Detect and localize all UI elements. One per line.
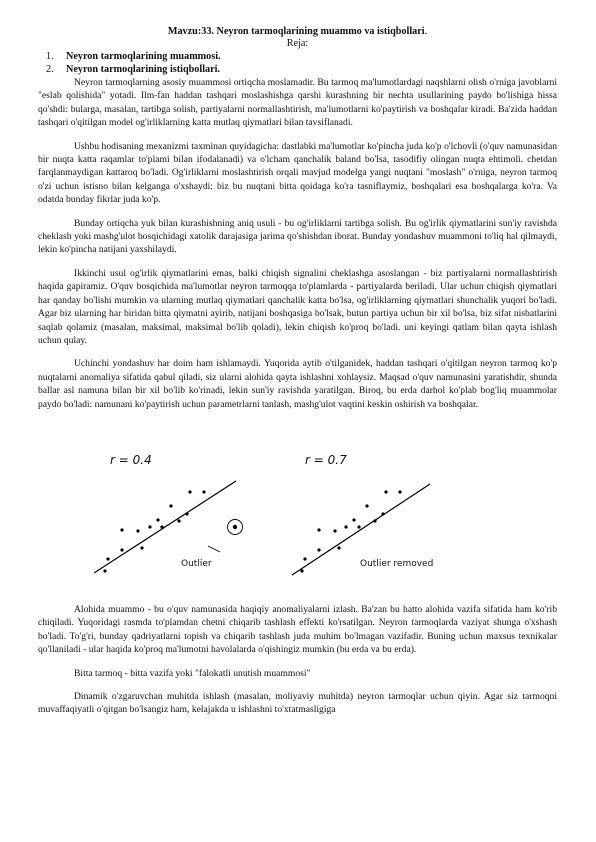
data-point (381, 512, 384, 515)
right-panel (292, 453, 433, 575)
data-point (120, 528, 123, 531)
title-text: Mavzu:33. Neyron tarmoqlarining muammo va istiqbollari (167, 26, 425, 37)
data-point (160, 525, 163, 528)
data-point (317, 548, 320, 551)
data-point (384, 490, 387, 493)
body-paragraph: Ikkinchi usul og'irlik qiymatlarini emas, balki chiqish signalini cheklashga asoslangan - biz partiyalarni normallashtirish haqida gapiramiz. O'quv bosqichida ma'lumotlar neyron tarmoqqa to'plamlarda - partiyalarda beriladi. Ular uchun chiqish qiymatlari har qanday bo'lishi mumkin va ularning mutlaq qiymatlari qanchalik katta bo'lsa, og'irliklarning qiymatlari shunchalik yuqori bo'ladi. Agar biz ularning har biridan bitta qiymatni ayirib, natijani boshqasiga bo'lsak, butun partiya uchun bir xil bo'lsa, biz sifat nisbatlarini saqlab qolamiz (masalan, maksimal, maksimal bo'lib qoladi), lekin chiqish ko'proq bo'ladi. uni keyingi qatlam bilan qayta ishlash uchun qulay. (38, 267, 557, 346)
data-point (140, 546, 143, 549)
data-point (202, 490, 205, 493)
document-page (38, 26, 557, 727)
plan-item-text: Neyron tarmoqlarining istiqbollari. (66, 63, 221, 75)
data-point (333, 529, 336, 532)
plan-heading: Reja: (286, 38, 309, 49)
data-point (136, 529, 139, 532)
outlier-removed-label: Outlier removed (360, 558, 434, 569)
plan-list (38, 51, 557, 76)
data-point (300, 569, 303, 572)
title-period: . (424, 26, 428, 37)
document-title (38, 26, 557, 38)
data-point (188, 490, 191, 493)
left-panel-label: r = 0.4 (110, 452, 152, 467)
data-point (337, 546, 340, 549)
data-point (344, 525, 347, 528)
body-paragraph: Dinamik o'zgaruvchan muhitda ishlash (masalan, moliyaviy muhitda) neyron tarmoqlar uchun qiyin. Agar siz tarmoqni muvaffaqiyatli o'qitgan bo'lsangiz ham, kelajakda u ishlashni to'xtatmasligiga (38, 690, 557, 716)
data-point (185, 512, 188, 515)
right-panel-label: r = 0.7 (305, 452, 347, 467)
data-point (106, 557, 109, 560)
data-point (103, 569, 106, 572)
outlier-pointer (208, 546, 220, 552)
data-point (148, 525, 151, 528)
body-paragraph: Uchinchi yondashuv har doim ham ishlamaydi. Yuqorida aytib o'tilganidek, haddan tashqari o'qitilgan neyron tarmoq ko'p nuqtalarni anomaliya sifatida qabul qiladi, siz ularni alohida qayta ishlashni xohlaysiz. Maqsad o'quv namunasini yaratishdir, shunda ballar asl namuna bilan bir xil bo'lib ko'rinadi, lekin sun'iy ravishda yaratilgan. Biroq, bu erda darhol ko'plab bog'liq muammolar paydo bo'ladi: namunani ko'paytirish uchun parametrlarni tanlash, mashg'ulot vaqtini keskin oshirish va boshqalar. (38, 358, 557, 410)
left-panel (94, 453, 243, 573)
data-point (398, 490, 401, 493)
data-point (177, 519, 180, 522)
scatter-illustration (80, 421, 510, 597)
plan-item-number: 1. (46, 51, 54, 62)
outlier-figure (38, 421, 557, 597)
left-regression-line (94, 481, 236, 573)
plan-item-text: Neyron tarmoqlarining muammosi. (66, 51, 221, 62)
body-paragraph: Bunday ortiqcha yuk bilan kurashishning aniq usuli - bu og'irliklarni tartibga solish. Bu og'irlik qiymatlarini sun'iy ravishda cheklash yoki mashg'ulot bosqichidagi xatolik darajasiga jarima qo'shishdan iborat. Bunday yondashuv muammoni to'liq hal qilmaydi, lekin ko'pincha natijani yaxshilaydi. (38, 217, 557, 256)
body-paragraph: Neyron tarmoqlarning asosiy muammosi ortiqcha moslamadir. Bu tarmoq ma'lumotlardagi naqshlarni olish o'rniga javoblarni "eslab qolishida" yotadi. Ilm-fan haddan tashqari moslashishga qarshi kurashning bir nechta usullarining paydo bo'lishiga hissa qo'shdi: bularga, masalan, tartibga solish, partiyalarni normallashtirish, ma'lumotlarni ko'paytirish va boshqalar kiradi. Ba'zida haddan tashqari o'qitilgan model og'irliklarning katta mutlaq qiymatlari bilan tavsiflanadi. (38, 77, 557, 129)
outlier-label: Outlier (181, 558, 212, 569)
data-point (169, 504, 172, 507)
section-line: Bitta tarmoq - bitta vazifa yoki "falokatli unutish muammosi" (74, 667, 311, 679)
data-point (357, 525, 360, 528)
plan-item (38, 64, 557, 77)
data-point (156, 518, 159, 521)
body-paragraph: Alohida muammo - bu o'quv namunasida haqiqiy anomaliyalarni izlash. Ba'zan bu hatto alohida vazifa sifatida ham ko'rib chiqiladi. Yuqoridagi rasmda to'plamdan chetni chiqarib tashlash effekti ko'rsatilgan. Neyron tarmoqlarda vaziyat shunga o'xshash bo'ladi. To'g'ri, bunday qadriyatlarni topish va chiqarib tashlash juda muhim bo'lmagan vazifadir. Buning uchun maxsus texnikalar qo'llaniladi - ular haqida ko'proq ma'lumotni havolalarda o'qishingiz mumkin (bu erda va bu erda). (38, 603, 557, 656)
plan-item (38, 51, 557, 64)
data-point (317, 528, 320, 531)
data-point (352, 518, 355, 521)
outlier-point (233, 525, 237, 529)
data-point (303, 557, 306, 560)
data-point (365, 504, 368, 507)
plan-item-number: 2. (46, 63, 54, 75)
body-paragraph: Ushbu hodisaning mexanizmi taxminan quyidagicha: dastlabki ma'lumotlar ko'pincha juda ko'p o'lchovli (o'quv namunasidan bir nuqta katta raqamlar to'plami bilan ifodalanadi) va o'lcham qanchalik baland bo'lsa, tasodifiy olingan nuqta ehtimoli. chetdan farqlanmaydigan kattaroq bo'ladi. Og'irliklarni moslashtirish orqali mavjud modelga yangi nuqtani "moslash" o'rniga, neyron tarmoq o'zi uchun istisno bilan kelganga o'xshaydi: biz bu nuqtani bitta qoidaga ko'ra tasniflaymiz, boshqalari esa boshqalarga ko'ra. Va odatda bunday fikrlar juda ko'p. (38, 140, 557, 206)
data-point (120, 548, 123, 551)
data-point (373, 519, 376, 522)
